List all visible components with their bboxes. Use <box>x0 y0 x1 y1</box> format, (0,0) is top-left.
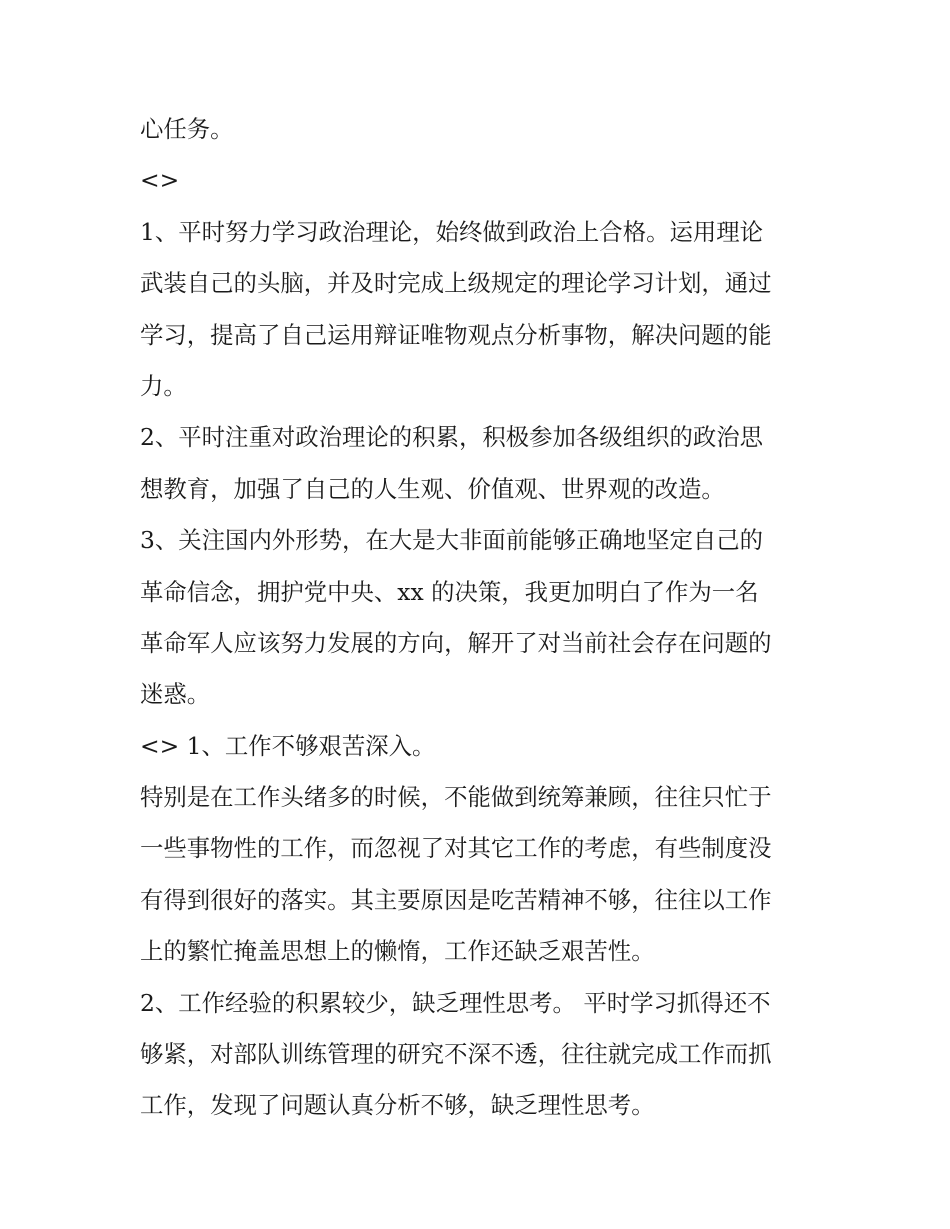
text-line: <> 1、工作不够艰苦深入。 <box>140 731 436 760</box>
document-body <box>140 104 820 1132</box>
text-line: 工作，发现了问题认真分析不够，缺乏理性思考。 <box>140 1091 655 1120</box>
text-line: 革命军人应该努力发展的方向，解开了对当前社会存在问题的 <box>140 628 772 657</box>
text-line: 学习，提高了自己运用辩证唯物观点分析事物，解决问题的能 <box>140 320 772 349</box>
text-line: 力。 <box>140 371 187 400</box>
text-line: 1、平时努力学习政治理论，始终做到政治上合格。运用理论 <box>140 217 764 246</box>
text-line: 有得到很好的落实。其主要原因是吃苦精神不够，往往以工作 <box>140 885 772 914</box>
text-line: 革命信念，拥护党中央、xx 的决策，我更加明白了作为一名 <box>140 577 759 606</box>
text-line: 上的繁忙掩盖思想上的懒惰，工作还缺乏艰苦性。 <box>140 937 655 966</box>
text-line: 心任务。 <box>140 115 234 143</box>
text-line: 2、工作经验的积累较少，缺乏理性思考。 平时学习抓得还不 <box>140 988 771 1017</box>
text-line: 想教育，加强了自己的人生观、价值观、世界观的改造。 <box>140 474 725 503</box>
text-line: 够紧，对部队训练管理的研究不深不透，往往就完成工作而抓 <box>140 1040 772 1069</box>
text-line: 特别是在工作头绪多的时候，不能做到统筹兼顾，往往只忙于 <box>140 783 772 812</box>
text-line: 2、平时注重对政治理论的积累，积极参加各级组织的政治思 <box>140 423 764 452</box>
text-line: 3、关注国内外形势，在大是大非面前能够正确地坚定自己的 <box>140 526 764 555</box>
text-line: <> <box>140 166 180 195</box>
text-line: 武装自己的头脑，并及时完成上级规定的理论学习计划，通过 <box>140 269 772 298</box>
text-line: 迷惑。 <box>140 680 211 709</box>
text-line: 一些事物性的工作，而忽视了对其它工作的考虑，有些制度没 <box>140 834 772 863</box>
